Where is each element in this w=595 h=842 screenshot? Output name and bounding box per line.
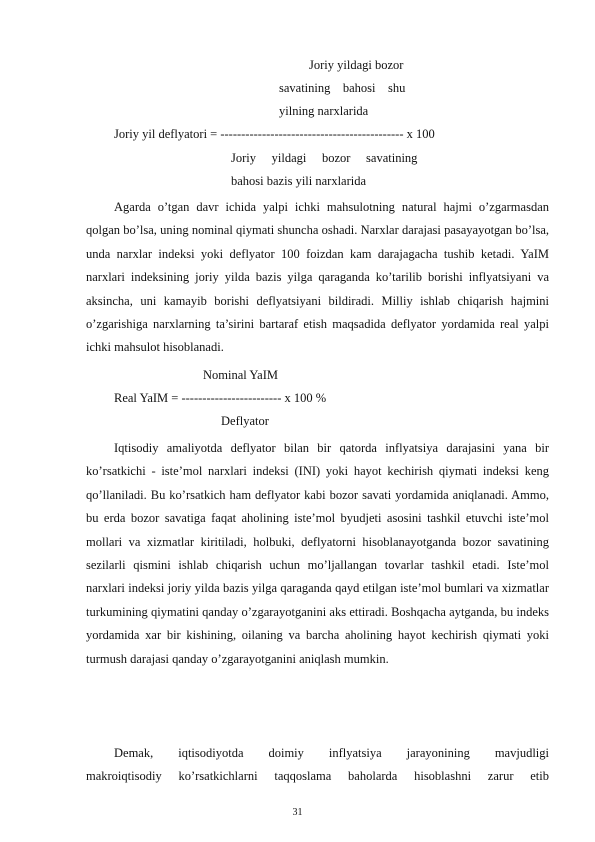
page-number: 31 (292, 807, 303, 818)
formula1-numerator-line1: Joriy yildagi bozor (309, 58, 404, 72)
formula2-numerator: Nominal YaIM (203, 368, 279, 382)
formula1-denominator-line1: Joriy yildagi bozor savatining (231, 151, 418, 165)
formula1-numerator-line2: savatining bahosi shu (279, 81, 406, 95)
paragraph-consumer-price-index-text: Iqtisodiy amaliyotda deflyator bilan bir qatorda inflyatsiya darajasini yana bir ko’rsatkichi - iste’mol narxlari indeksi (INI) yoki hayot kechirish qiymati indeksi keng qo’llaniladi. Bu ko’rsatkich ham deflyator kabi bozor savati yordamida aniqlanadi. Ammo, bu erda bozor savatiga faqat aholining iste’mol byudjeti asosini tashkil etuvchi iste’mol mollari va xizmatlar kiritiladi, holbuki, deflyatorni hisoblanayotganda bozor savatining sezilarli qismini ishlab chiqarish uchun mo’ljallangan tovarlar tashkil etadi. Iste’mol narxlari indeksi joriy yilda bazis yilga qaraganda qayd etilgan iste’mol bumlari va xizmatlar turkumining qiymatini qanday o’zgarayotganini aks ettiradi. Boshqacha aytganda, bu indeks yordamida xar bir kishining, oilaning va barcha aholining hayot kechirish qiymati yoki turmush darajasi qanday o’zgarayotganini aniqlash mumkin. (86, 441, 549, 666)
paragraph-deflation (86, 196, 549, 360)
formula1-numerator-line3: yilning narxlarida (279, 104, 369, 118)
formula2-lhs: Real YaIM = ------------------------ x 100 % (114, 391, 327, 405)
formula2-denominator: Deflyator (221, 414, 269, 428)
paragraph-consumer-price-index (86, 437, 549, 671)
paragraph-conclusion-line2: makroiqtisodiy ko’rsatkichlarni taqqoslama baholarda hisoblashni zarur etib (86, 769, 549, 784)
paragraph-deflation-text: Agarda o’tgan davr ichida yalpi ichki mahsulotning natural hajmi o’zgarmasdan qolgan bo’lsa, uning nominal qiymati shuncha oshadi. Narxlar darajasi pasayayotgan bo’lsa, unda narxlar indeksi yoki deflyator 100 foizdan kam darajagacha tushib ketadi. YaIM narxlari indeksining joriy yilda bazis yilga qaraganda ko’tarilib borishi inflyatsiyani va aksincha, uni kamayib borishi deflyatsiyani bildiradi. Milliy ishlab chiqarish hajmini o’zgarishiga narxlarning ta’sirini bartaraf etish maqsadida deflyator yordamida real yalpi ichki mahsulot hisoblanadi. (86, 200, 549, 355)
formula1-lhs: Joriy yil deflyatori = -------------------------------------------- x 100 (114, 127, 435, 141)
paragraph-conclusion-line1: Demak, iqtisodiyotda doimiy inflyatsiya jarayonining mavjudligi (114, 746, 549, 760)
paragraph-conclusion (86, 742, 549, 789)
formula1-denominator-line2: bahosi bazis yili narxlarida (231, 174, 367, 188)
